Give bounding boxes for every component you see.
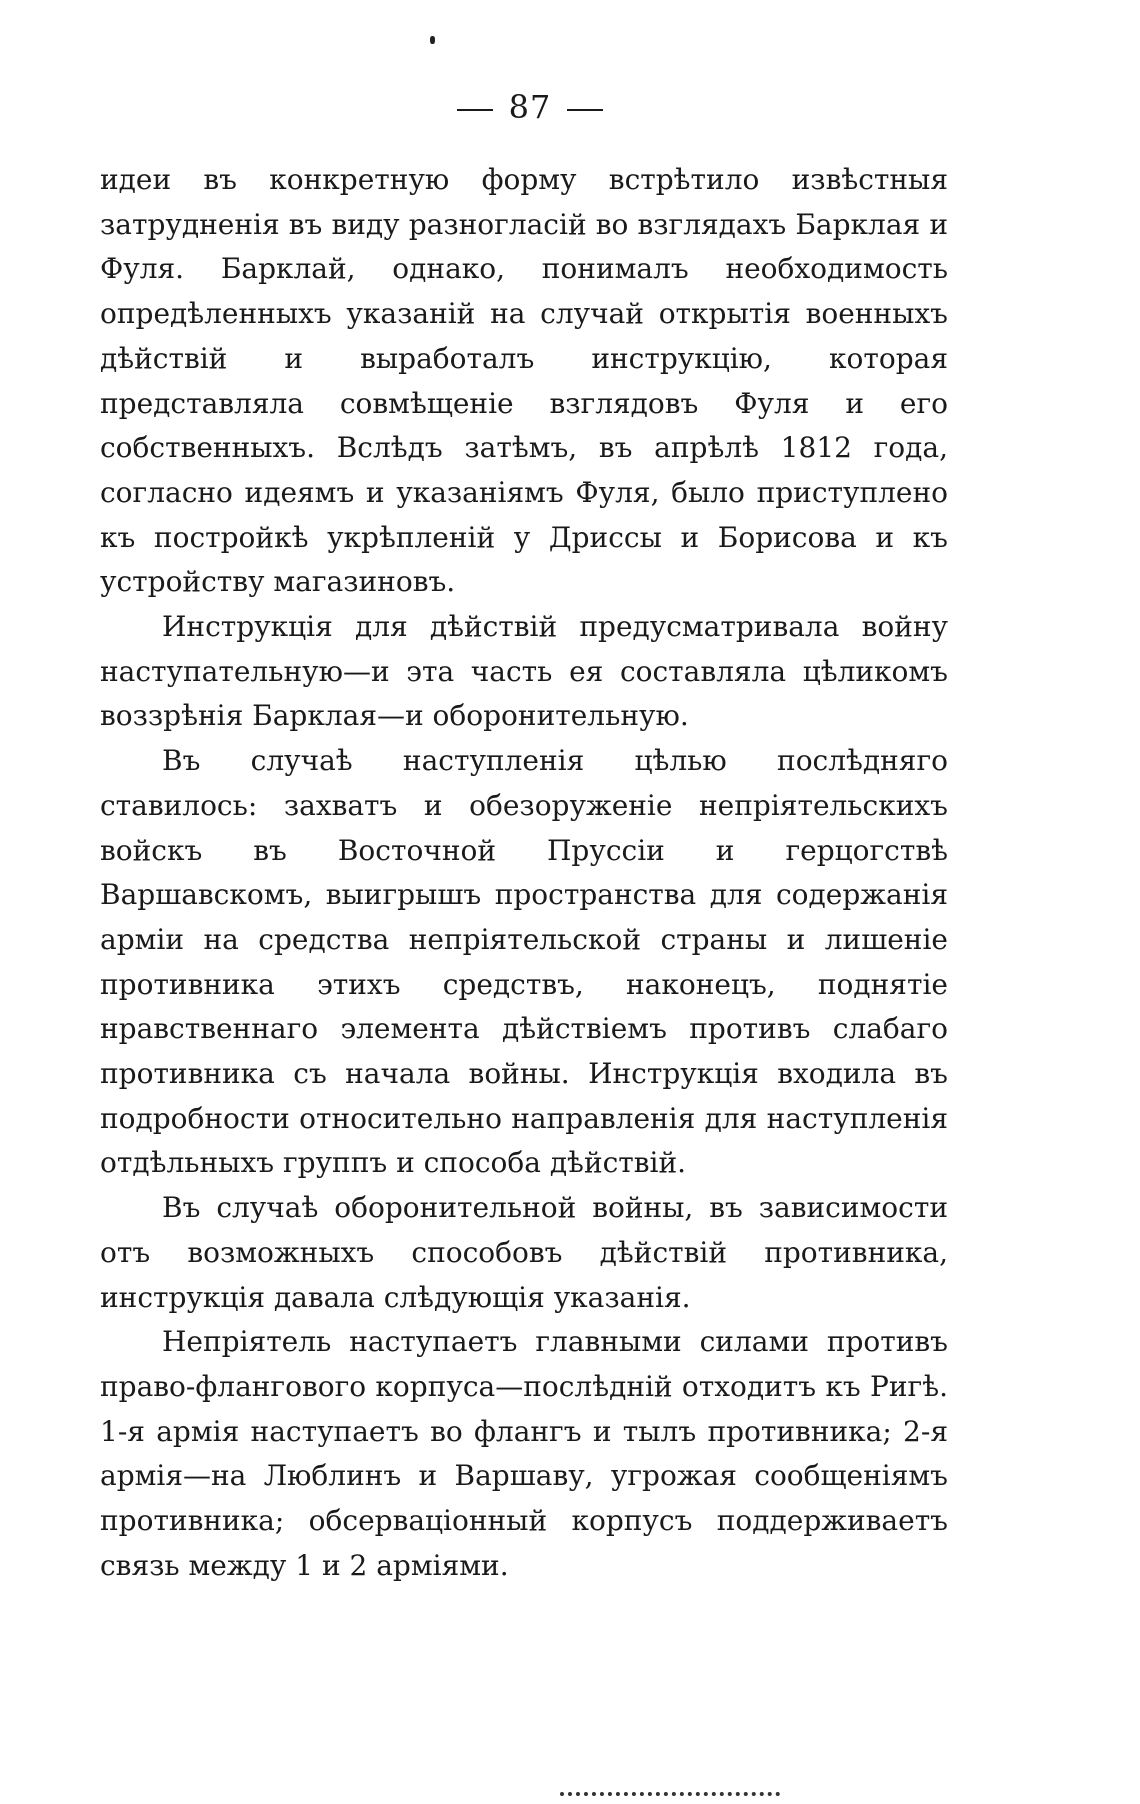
body-text [100,158,948,1589]
paragraph: идеи въ конкретную форму встрѣтило извѣстныя затрудненія въ виду разногласій во взглядахъ Барклая и Фуля. Барклай, однако, понималъ необходимость опредѣленныхъ указаній на случай открытія военныхъ дѣйствій и выработалъ инструкцію, которая представляла совмѣщеніе взглядовъ Фуля и его собственныхъ. Вслѣдъ затѣмъ, въ апрѣлѣ 1812 года, согласно идеямъ и указаніямъ Фуля, было приступлено къ постройкѣ укрѣпленій у Дриссы и Борисова и къ устройству магазиновъ. [100,163,948,599]
paragraph: Инструкція для дѣйствій предусматривала войну наступательную—и эта часть ея составляла цѣликомъ воззрѣнія Барклая—и оборонительную. [100,610,948,733]
dash-right [567,109,603,111]
page-number: 87 [508,88,552,126]
ink-speck [430,36,435,44]
dash-left [457,109,493,111]
page-number-header [0,88,1060,126]
paragraph: Непріятель наступаетъ главными силами противъ право-флангового корпуса—послѣдній отходитъ къ Ригѣ. 1-я армія наступаетъ во флангъ и тылъ противника; 2-я армія—на Люблинъ и Варшаву, угрожая сообщеніямъ противника; обсерваціонный корпусъ поддерживаетъ связь между 1 и 2 арміями. [100,1325,948,1582]
paragraph: Въ случаѣ наступленія цѣлью послѣдняго ставилось: захватъ и обезоруженіе непріятельскихъ войскъ въ Восточной Пруссіи и герцогствѣ Варшавскомъ, выигрышъ пространства для содержанія арміи на средства непріятельской страны и лишеніе противника этихъ средствъ, наконецъ, поднятіе нравственнаго элемента дѣйствіемъ противъ слабаго противника съ начала войны. Инструкція входила въ подробности относительно направленія для наступленія отдѣльныхъ группъ и способа дѣйствій. [100,744,948,1180]
paragraph: Въ случаѣ оборонительной войны, въ зависимости отъ возможныхъ способовъ дѣйствій противника, инструкція давала слѣдующія указанія. [100,1191,948,1314]
scan-artifact [560,1792,780,1800]
